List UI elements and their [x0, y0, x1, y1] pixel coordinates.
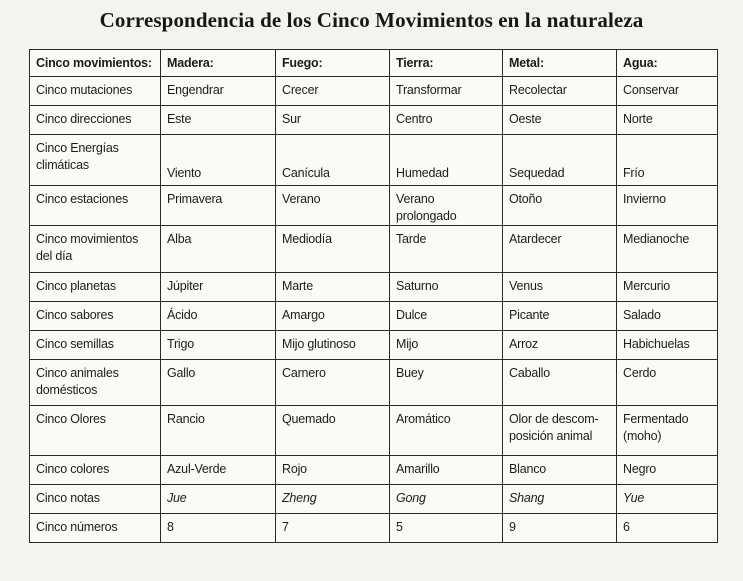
table-cell: 6	[617, 514, 718, 543]
row-label: Cinco movimientos del día	[30, 226, 161, 273]
table-cell: Olor de descom-posición animal	[503, 406, 617, 456]
table-cell: Invierno	[617, 186, 718, 226]
table-cell: Azul-Verde	[161, 456, 276, 485]
table-cell: Amarillo	[390, 456, 503, 485]
table-cell: Conservar	[617, 77, 718, 106]
table-cell: Frío	[617, 135, 718, 186]
row-label: Cinco estaciones	[30, 186, 161, 226]
table-cell: Venus	[503, 273, 617, 302]
table-cell: Amargo	[276, 302, 390, 331]
table-cell: Blanco	[503, 456, 617, 485]
row-label: Cinco notas	[30, 485, 161, 514]
correspondence-table	[29, 49, 718, 543]
table-cell: Otoño	[503, 186, 617, 226]
row-label: Cinco semillas	[30, 331, 161, 360]
row-label: Cinco planetas	[30, 273, 161, 302]
row-label: Cinco Olores	[30, 406, 161, 456]
table-row	[30, 331, 718, 360]
table-row	[30, 485, 718, 514]
table-cell: Marte	[276, 273, 390, 302]
table-cell: Dulce	[390, 302, 503, 331]
table-cell: Trigo	[161, 331, 276, 360]
table-row	[30, 514, 718, 543]
header-cell: Fuego:	[276, 50, 390, 77]
table-cell: Mercurio	[617, 273, 718, 302]
table-cell: Yue	[617, 485, 718, 514]
table-row	[30, 406, 718, 456]
table-cell: Sur	[276, 106, 390, 135]
table-cell: Norte	[617, 106, 718, 135]
table-cell: Gallo	[161, 360, 276, 406]
table-cell: Sequedad	[503, 135, 617, 186]
table-cell: 9	[503, 514, 617, 543]
table-cell: Cerdo	[617, 360, 718, 406]
row-label: Cinco direcciones	[30, 106, 161, 135]
table-cell: Humedad	[390, 135, 503, 186]
table-row	[30, 226, 718, 273]
table-cell: Zheng	[276, 485, 390, 514]
table-row	[30, 135, 718, 186]
table-cell: Mijo glutinoso	[276, 331, 390, 360]
table-cell: Salado	[617, 302, 718, 331]
table-cell: Canícula	[276, 135, 390, 186]
table-cell: Aromático	[390, 406, 503, 456]
row-label: Cinco sabores	[30, 302, 161, 331]
table-cell: Atardecer	[503, 226, 617, 273]
table-cell: Caballo	[503, 360, 617, 406]
header-cell: Tierra:	[390, 50, 503, 77]
table-cell: Quemado	[276, 406, 390, 456]
table-row	[30, 456, 718, 485]
table-cell: Transformar	[390, 77, 503, 106]
table-cell: Saturno	[390, 273, 503, 302]
header-cell: Agua:	[617, 50, 718, 77]
table-header-row	[30, 50, 718, 77]
table-cell: Arroz	[503, 331, 617, 360]
table-cell: Shang	[503, 485, 617, 514]
table-cell: Mijo	[390, 331, 503, 360]
table-row	[30, 77, 718, 106]
table-row	[30, 186, 718, 226]
row-label: Cinco colores	[30, 456, 161, 485]
table-row	[30, 273, 718, 302]
table-cell: Alba	[161, 226, 276, 273]
table-cell: Este	[161, 106, 276, 135]
table-row	[30, 360, 718, 406]
table-cell: Jue	[161, 485, 276, 514]
table-cell: Carnero	[276, 360, 390, 406]
table-cell: Crecer	[276, 77, 390, 106]
table-cell: Ácido	[161, 302, 276, 331]
header-cell: Madera:	[161, 50, 276, 77]
header-cell: Cinco movimientos:	[30, 50, 161, 77]
table-cell: Gong	[390, 485, 503, 514]
table-cell: 8	[161, 514, 276, 543]
table-cell: Viento	[161, 135, 276, 186]
table-cell: Fermentado (moho)	[617, 406, 718, 456]
row-label: Cinco mutaciones	[30, 77, 161, 106]
table-cell: 5	[390, 514, 503, 543]
table-cell: Centro	[390, 106, 503, 135]
table-cell: Tarde	[390, 226, 503, 273]
table-cell: Verano	[276, 186, 390, 226]
header-cell: Metal:	[503, 50, 617, 77]
table-cell: Primavera	[161, 186, 276, 226]
table-cell: Buey	[390, 360, 503, 406]
table-row	[30, 106, 718, 135]
row-label: Cinco animales domésticos	[30, 360, 161, 406]
table-cell: Verano prolongado	[390, 186, 503, 226]
row-label: Cinco Energías climáticas	[30, 135, 161, 186]
table-cell: Oeste	[503, 106, 617, 135]
row-label: Cinco números	[30, 514, 161, 543]
table-cell: Rancio	[161, 406, 276, 456]
table-cell: 7	[276, 514, 390, 543]
table-cell: Negro	[617, 456, 718, 485]
table-cell: Picante	[503, 302, 617, 331]
table-cell: Recolectar	[503, 77, 617, 106]
table-row	[30, 302, 718, 331]
table-cell: Medianoche	[617, 226, 718, 273]
table-cell: Rojo	[276, 456, 390, 485]
table-cell: Júpiter	[161, 273, 276, 302]
table-cell: Engendrar	[161, 77, 276, 106]
page-title: Correspondencia de los Cinco Movimientos en la naturaleza	[99, 8, 644, 32]
table-cell: Mediodía	[276, 226, 390, 273]
table-cell: Habichuelas	[617, 331, 718, 360]
